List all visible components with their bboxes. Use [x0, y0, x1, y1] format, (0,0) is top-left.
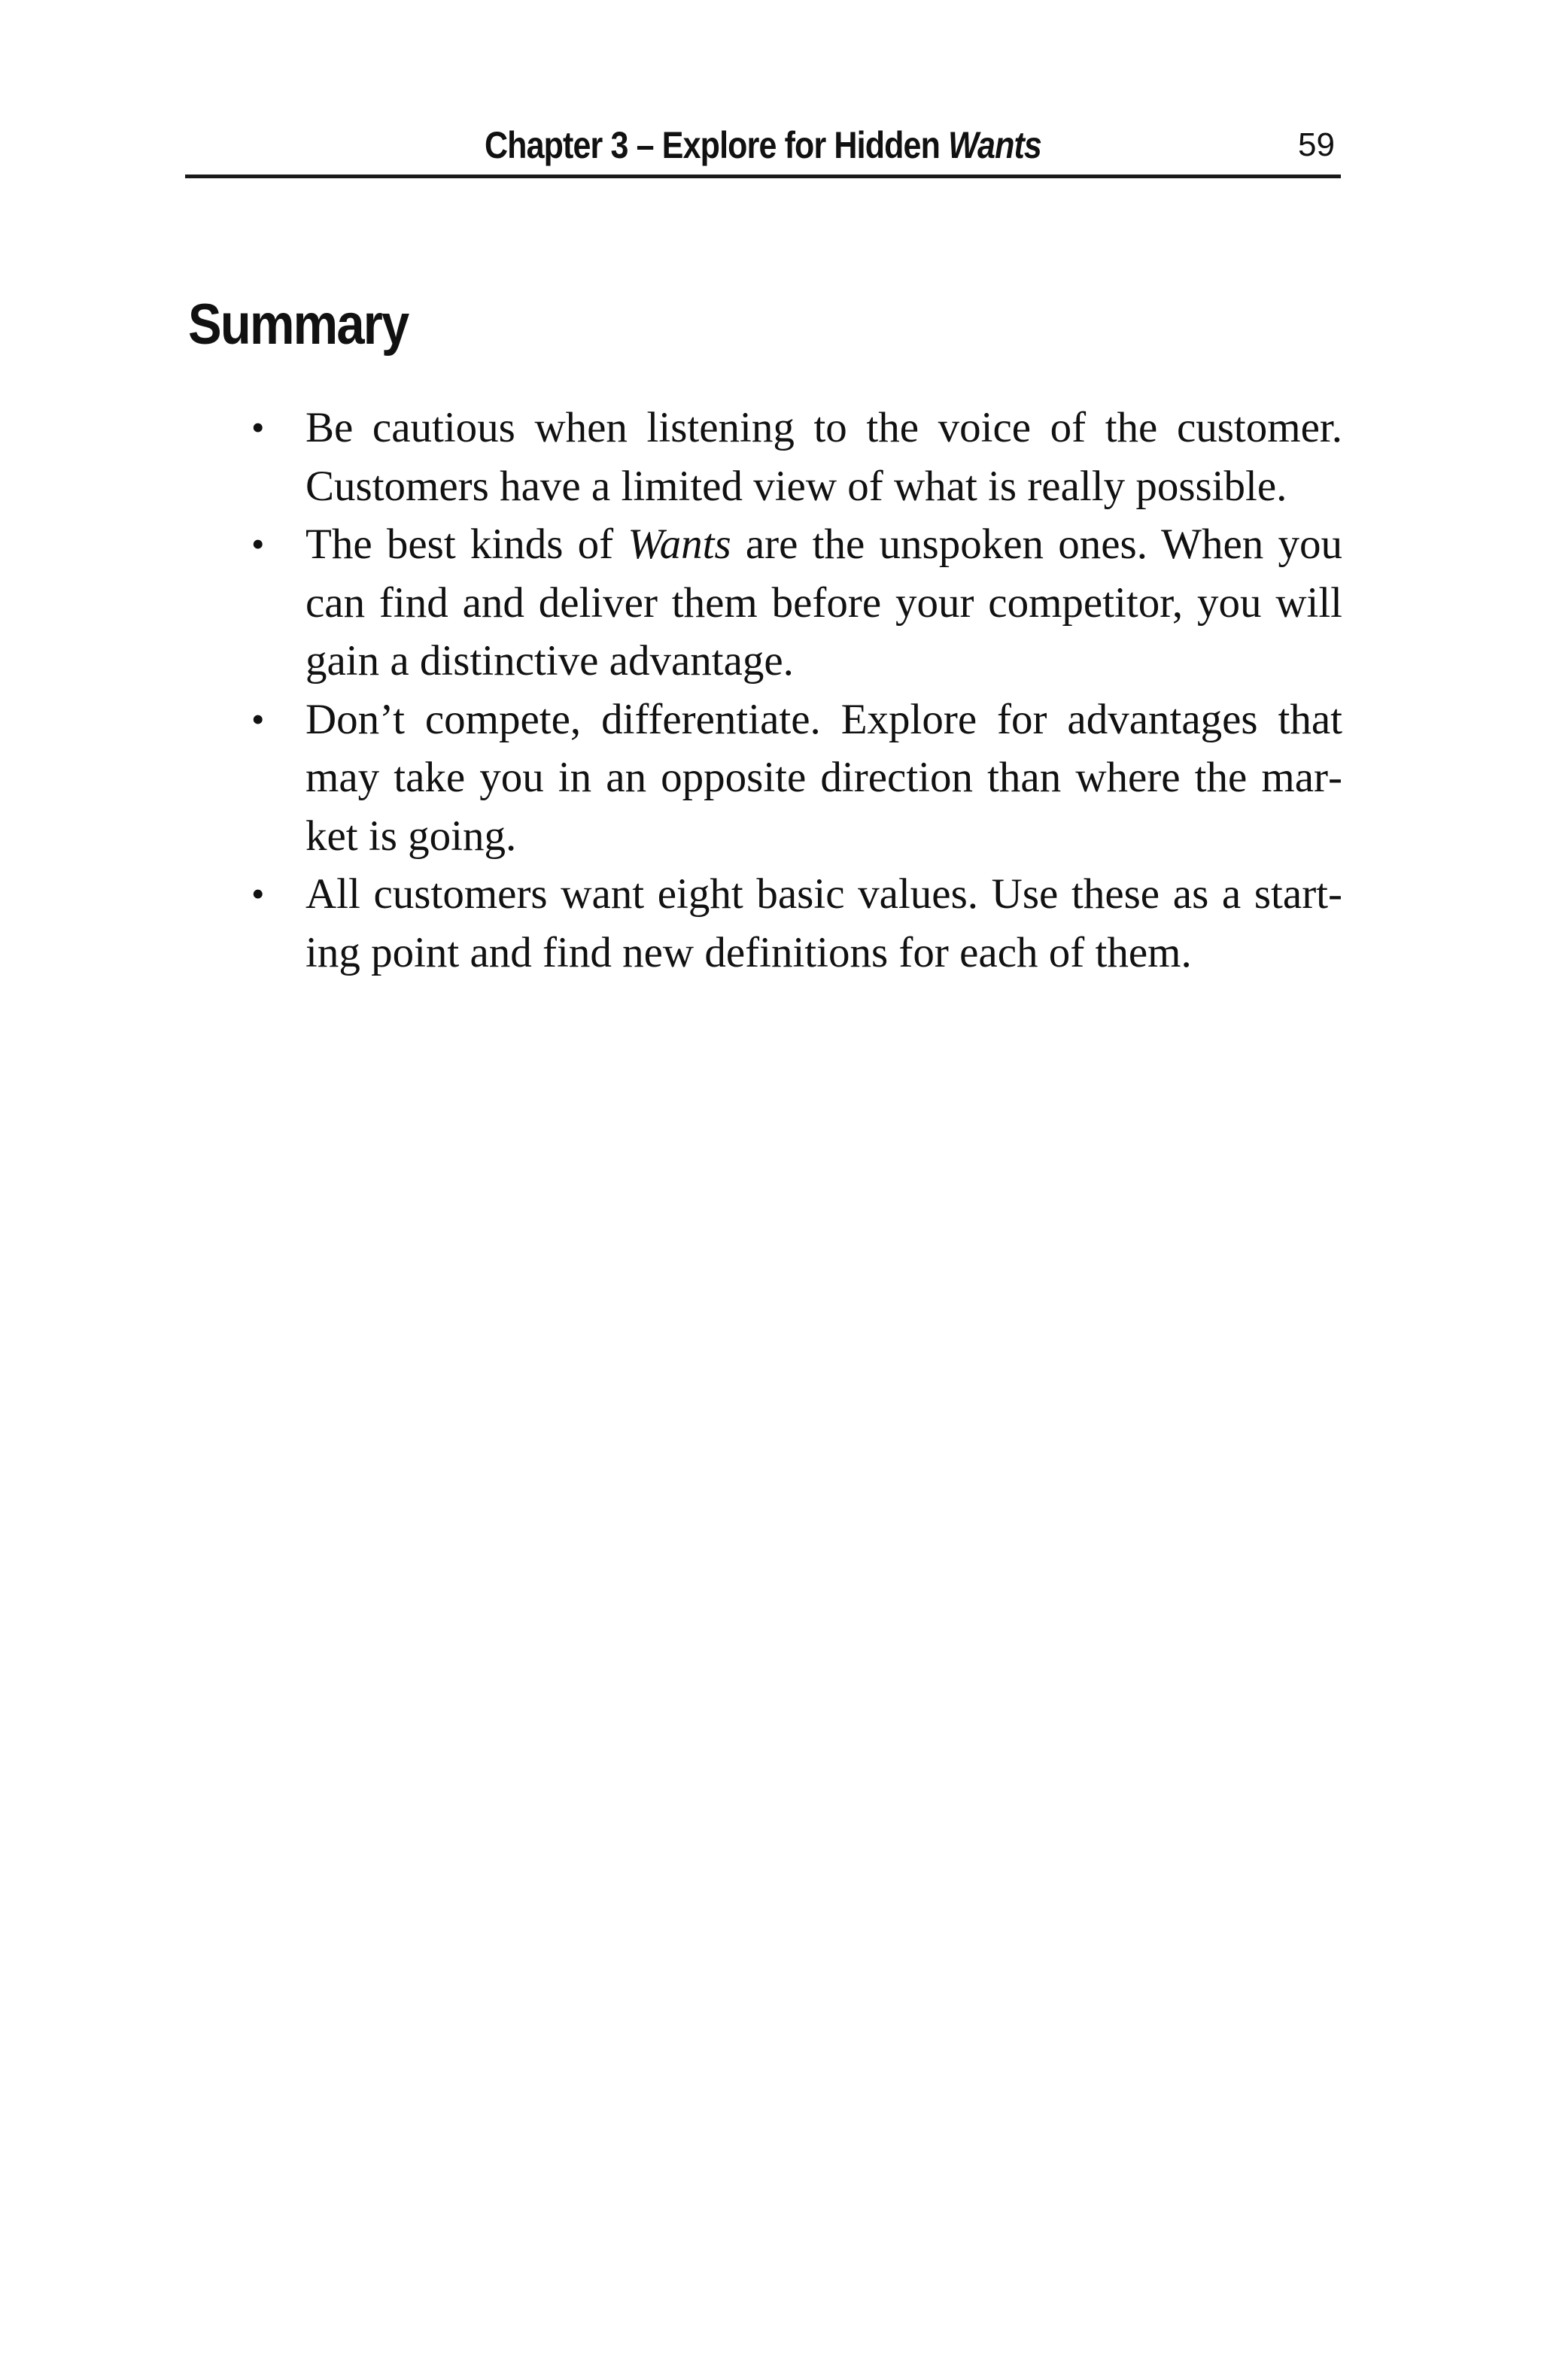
summary-item-text — [305, 870, 1342, 976]
summary-item-text-part: Don’t compete, differentiate. Explore for advantages that may take you in an opposite direction than where the market is going. — [305, 695, 1342, 860]
summary-item-text-part: are the unspoken ones. When you can find and deliver them before your competitor, you will gain a distinctive advantage. — [305, 521, 1343, 685]
chapter-title — [266, 123, 1260, 167]
section-heading: Summary — [188, 293, 409, 357]
summary-item-text — [305, 521, 1342, 685]
running-header — [185, 119, 1341, 178]
bullet-icon: • — [251, 873, 265, 915]
summary-item-text-part: Be cautious when listening to the voice of the customer. Customers have a limited view of what is really possible. — [305, 404, 1342, 510]
summary-item-text — [305, 404, 1342, 510]
chapter-title-text: Chapter 3 – Explore for Hidden — [484, 124, 949, 166]
summary-item-emphasis: Wants — [628, 521, 731, 568]
page-number: 59 — [1298, 126, 1335, 163]
bullet-icon: • — [251, 406, 265, 448]
bullet-icon: • — [251, 697, 265, 740]
summary-list — [245, 399, 1342, 982]
summary-item-text-part: The best kinds of — [305, 521, 628, 568]
summary-item-text-part: All customers want eight basic values. Use these as a starting point and find new definitions for each of them. — [305, 870, 1342, 976]
summary-item — [245, 399, 1342, 515]
chapter-title-emphasis: Wants — [948, 124, 1042, 166]
bullet-icon: • — [251, 523, 265, 565]
summary-item-text — [305, 696, 1342, 860]
summary-item — [245, 691, 1342, 866]
summary-item — [245, 515, 1342, 691]
summary-item — [245, 865, 1342, 982]
